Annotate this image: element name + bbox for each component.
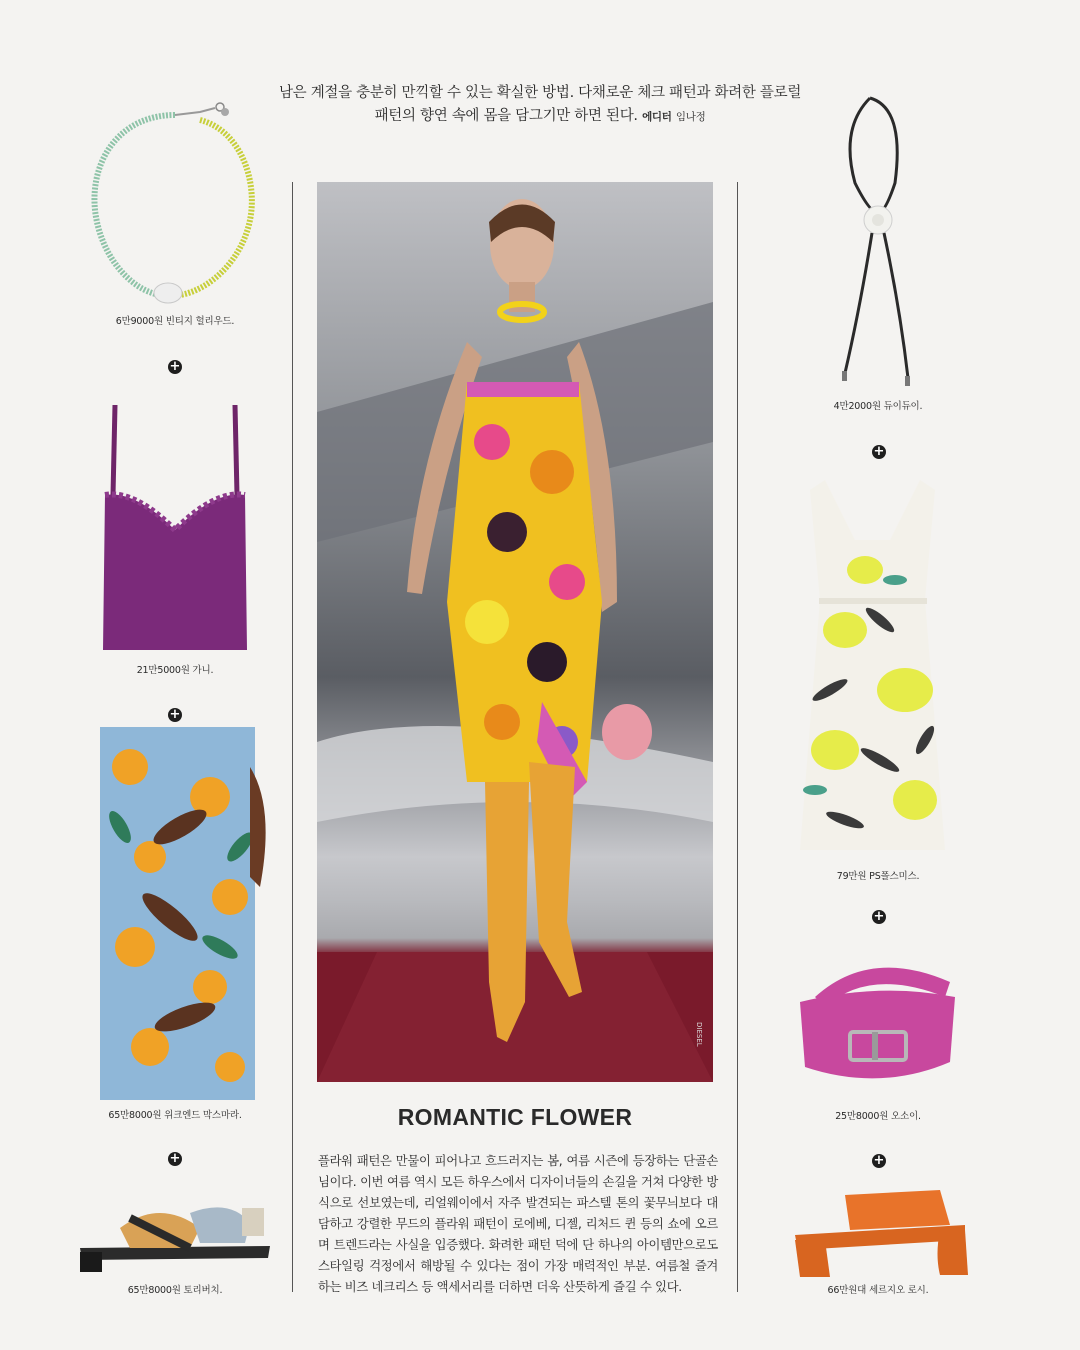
intro-line-2-text: 패턴의 향연 속에 몸을 담그기만 하면 된다. <box>374 108 638 124</box>
dress-price: 79만원 PS폴스미스. <box>836 871 920 882</box>
plus-icon: + <box>873 909 885 924</box>
photo-credit: DIESEL <box>695 1022 703 1047</box>
plus-icon: + <box>169 359 181 374</box>
plus-icon: + <box>169 1151 181 1166</box>
orange-heels-image <box>790 1185 975 1280</box>
intro-line-1: 남은 계절을 충분히 만끽할 수 있는 확실한 방법. 다채로운 체크 패턴과 화려한 플로럴 <box>278 85 802 101</box>
intro-line-2 <box>240 105 840 129</box>
right-column-rule <box>737 182 738 1292</box>
plus-icon: + <box>169 707 181 722</box>
bag-price: 25만8000원 오소이. <box>835 1111 921 1122</box>
sandals-image <box>70 1188 275 1278</box>
necklace-price: 6만9000원 빈티지 헐리우드. <box>115 316 235 327</box>
plus-icon: + <box>873 1153 885 1168</box>
plus-icon: + <box>873 444 885 459</box>
runway-model-illustration <box>317 182 713 1082</box>
editor-name: 임나정 <box>675 111 706 123</box>
heels-price: 66만원대 세르지오 로시. <box>827 1285 929 1296</box>
floral-skirt-image <box>90 727 270 1100</box>
camisole-price: 21만5000원 가니. <box>136 665 214 676</box>
intro-text <box>240 82 840 129</box>
article-body: 플라워 패턴은 만물이 피어나고 흐드러지는 봄, 여름 시즌에 등장하는 단골손님이다. 이번 여름 역시 모든 하우스에서 디자이너들의 손길을 거쳐 다양한 방식으로 선보였는데, 리얼웨이에서 자주 발견되는 파스텔 톤의 꽃무늬보다 대담하고 강렬한 무드의 플라워 패턴이 로에베, 디젤, 리처드 퀸 등의 쇼에 오르며 트렌드라는 사실을 입증했다. 화려한 패턴 덕에 단 하나의 아이템만으로도 스타일링 걱정에서 해방될 수 있다는 점이 가장 매력적인 부분. 여름철 즐겨 하는 비즈 네크리스 등 액세서리를 더하면 더욱 산뜻하게 즐길 수 있다. <box>318 1154 718 1294</box>
pink-bag-image <box>790 952 965 1092</box>
floral-dress-image <box>785 470 960 860</box>
beaded-necklace-image <box>80 90 270 310</box>
bolo-price: 4만2000원 듀이듀이. <box>833 401 923 412</box>
bolo-necklace-image <box>830 88 930 393</box>
purple-camisole-image <box>95 400 255 655</box>
sandals-price: 65만8000원 토리버치. <box>127 1285 223 1296</box>
runway-photo <box>317 182 713 1082</box>
left-column-rule <box>292 182 293 1292</box>
editor-label: 에디터 <box>642 111 672 123</box>
skirt-price: 65만8000원 위크엔드 막스마라. <box>108 1110 242 1121</box>
article-title: ROMANTIC FLOWER <box>397 1104 633 1130</box>
